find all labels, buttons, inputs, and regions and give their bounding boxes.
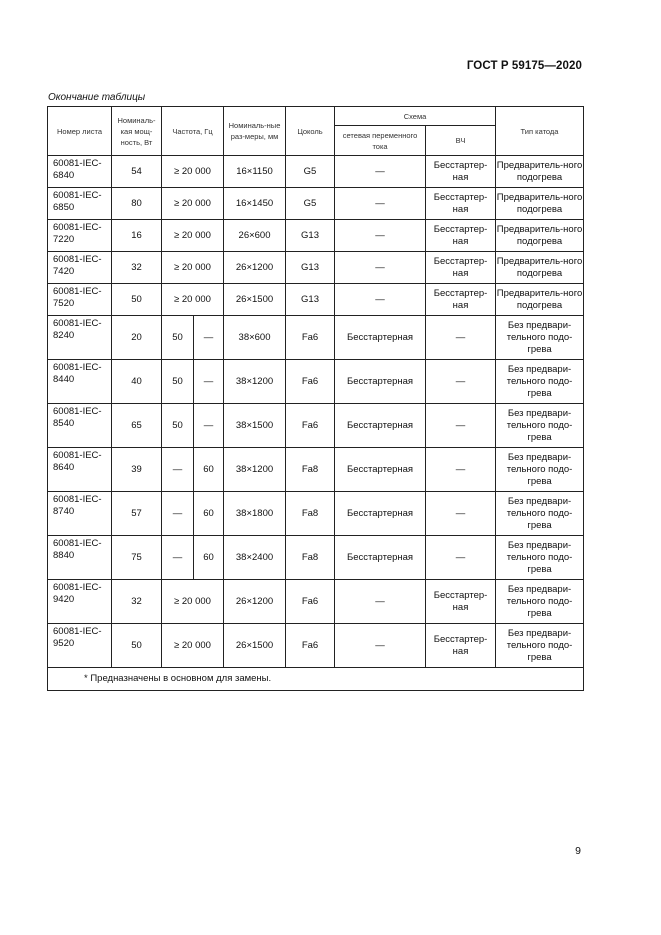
cell-sheet: 60081-IEC-9420 <box>48 580 112 624</box>
cell-cathode: Предваритель-ного подогрева <box>496 220 584 252</box>
cell-sheet: 60081-IEC-9520 <box>48 624 112 668</box>
header-scheme-hf: ВЧ <box>426 126 496 156</box>
cell-power: 32 <box>112 252 162 284</box>
cell-scheme-ac: — <box>335 156 426 188</box>
page-number: 9 <box>575 845 581 857</box>
cell-frequency: ≥ 20 000 <box>162 284 224 316</box>
header-power: Номиналь-кая мощ-ность, Вт <box>112 107 162 156</box>
cell-frequency-50: 50 <box>162 360 194 404</box>
cell-dimensions: 26×600 <box>224 220 286 252</box>
cell-scheme-ac: Бесстартерная <box>335 448 426 492</box>
cell-frequency: ≥ 20 000 <box>162 220 224 252</box>
cell-power: 54 <box>112 156 162 188</box>
cell-cathode: Без предвари-тельного подо-грева <box>496 536 584 580</box>
table-row <box>48 220 584 252</box>
cell-frequency: ≥ 20 000 <box>162 156 224 188</box>
table-row <box>48 360 584 404</box>
cell-dimensions: 38×1200 <box>224 448 286 492</box>
cell-dimensions: 26×1500 <box>224 284 286 316</box>
cell-frequency-60: — <box>194 316 224 360</box>
header-dimensions: Номиналь-ные раз-меры, мм <box>224 107 286 156</box>
cell-power: 75 <box>112 536 162 580</box>
cell-power: 32 <box>112 580 162 624</box>
footnote-row <box>48 668 584 691</box>
cell-base: G13 <box>286 284 335 316</box>
table-row <box>48 492 584 536</box>
cell-dimensions: 38×1500 <box>224 404 286 448</box>
cell-cathode: Предваритель-ного подогрева <box>496 156 584 188</box>
cell-sheet: 60081-IEC-8640 <box>48 448 112 492</box>
cell-scheme-ac: — <box>335 624 426 668</box>
cell-frequency-60: 60 <box>194 536 224 580</box>
cell-scheme-hf: Бесстартер-ная <box>426 624 496 668</box>
cell-base: Fa6 <box>286 316 335 360</box>
cell-scheme-ac: — <box>335 580 426 624</box>
cell-cathode: Предваритель-ного подогрева <box>496 252 584 284</box>
cell-sheet: 60081-IEC-6840 <box>48 156 112 188</box>
cell-cathode: Без предвари-тельного подо-грева <box>496 492 584 536</box>
table-row <box>48 448 584 492</box>
cell-sheet: 60081-IEC-8740 <box>48 492 112 536</box>
lamp-table <box>47 106 584 691</box>
cell-scheme-ac: — <box>335 220 426 252</box>
cell-scheme-ac: Бесстартерная <box>335 536 426 580</box>
cell-base: Fa8 <box>286 448 335 492</box>
cell-base: G5 <box>286 156 335 188</box>
cell-scheme-hf: Бесстартер-ная <box>426 252 496 284</box>
cell-scheme-ac: — <box>335 284 426 316</box>
cell-base: Fa8 <box>286 492 335 536</box>
cell-scheme-hf: Бесстартер-ная <box>426 188 496 220</box>
cell-cathode: Предваритель-ного подогрева <box>496 188 584 220</box>
cell-power: 65 <box>112 404 162 448</box>
cell-sheet: 60081-IEC-7520 <box>48 284 112 316</box>
cell-power: 20 <box>112 316 162 360</box>
cell-cathode: Без предвари-тельного подо-грева <box>496 316 584 360</box>
cell-dimensions: 38×1200 <box>224 360 286 404</box>
table-footnote: * Предназначены в основном для замены. <box>48 668 584 691</box>
cell-base: Fa6 <box>286 360 335 404</box>
cell-sheet: 60081-IEC-6850 <box>48 188 112 220</box>
cell-cathode: Без предвари-тельного подо-грева <box>496 448 584 492</box>
cell-scheme-hf: Бесстартер-ная <box>426 284 496 316</box>
cell-scheme-hf: Бесстартер-ная <box>426 220 496 252</box>
header-frequency: Частота, Гц <box>162 107 224 156</box>
cell-power: 16 <box>112 220 162 252</box>
table-row <box>48 536 584 580</box>
cell-dimensions: 26×1500 <box>224 624 286 668</box>
table-row <box>48 284 584 316</box>
cell-cathode: Без предвари-тельного подо-грева <box>496 624 584 668</box>
cell-scheme-hf: Бесстартер-ная <box>426 156 496 188</box>
cell-frequency-50: 50 <box>162 316 194 360</box>
cell-base: Fa6 <box>286 580 335 624</box>
cell-sheet: 60081-IEC-8840 <box>48 536 112 580</box>
cell-scheme-hf: — <box>426 360 496 404</box>
table-row <box>48 316 584 360</box>
cell-frequency: ≥ 20 000 <box>162 252 224 284</box>
cell-scheme-hf: — <box>426 404 496 448</box>
cell-power: 50 <box>112 284 162 316</box>
cell-power: 50 <box>112 624 162 668</box>
standard-number: ГОСТ Р 59175—2020 <box>466 60 582 72</box>
cell-frequency: ≥ 20 000 <box>162 624 224 668</box>
cell-cathode: Без предвари-тельного подо-грева <box>496 404 584 448</box>
cell-dimensions: 38×1800 <box>224 492 286 536</box>
table-row <box>48 624 584 668</box>
cell-power: 57 <box>112 492 162 536</box>
cell-cathode: Предваритель-ного подогрева <box>496 284 584 316</box>
table-row <box>48 252 584 284</box>
cell-base: G5 <box>286 188 335 220</box>
cell-scheme-hf: — <box>426 448 496 492</box>
cell-frequency-50: — <box>162 492 194 536</box>
cell-scheme-hf: Бесстартер-ная <box>426 580 496 624</box>
cell-dimensions: 38×2400 <box>224 536 286 580</box>
header-scheme: Схема <box>335 107 496 126</box>
cell-sheet: 60081-IEC-8540 <box>48 404 112 448</box>
cell-frequency: ≥ 20 000 <box>162 580 224 624</box>
cell-frequency-60: — <box>194 360 224 404</box>
cell-sheet: 60081-IEC-7420 <box>48 252 112 284</box>
cell-scheme-ac: Бесстартерная <box>335 492 426 536</box>
cell-base: Fa8 <box>286 536 335 580</box>
cell-power: 40 <box>112 360 162 404</box>
cell-frequency-50: — <box>162 536 194 580</box>
cell-dimensions: 26×1200 <box>224 580 286 624</box>
header-base: Цоколь <box>286 107 335 156</box>
cell-frequency: ≥ 20 000 <box>162 188 224 220</box>
cell-scheme-hf: — <box>426 316 496 360</box>
table-row <box>48 156 584 188</box>
cell-frequency-60: — <box>194 404 224 448</box>
cell-cathode: Без предвари-тельного подо-грева <box>496 360 584 404</box>
cell-scheme-hf: — <box>426 492 496 536</box>
cell-scheme-hf: — <box>426 536 496 580</box>
cell-scheme-ac: Бесстартерная <box>335 360 426 404</box>
cell-dimensions: 26×1200 <box>224 252 286 284</box>
cell-frequency-60: 60 <box>194 448 224 492</box>
cell-power: 80 <box>112 188 162 220</box>
cell-scheme-ac: — <box>335 188 426 220</box>
cell-base: G13 <box>286 220 335 252</box>
cell-frequency-50: — <box>162 448 194 492</box>
table-header-row <box>48 107 584 126</box>
cell-sheet: 60081-IEC-8240 <box>48 316 112 360</box>
cell-sheet: 60081-IEC-8440 <box>48 360 112 404</box>
cell-dimensions: 16×1150 <box>224 156 286 188</box>
cell-sheet: 60081-IEC-7220 <box>48 220 112 252</box>
cell-base: Fa6 <box>286 404 335 448</box>
cell-dimensions: 16×1450 <box>224 188 286 220</box>
table-row <box>48 580 584 624</box>
cell-cathode: Без предвари-тельного подо-грева <box>496 580 584 624</box>
header-sheet: Номер листа <box>48 107 112 156</box>
cell-dimensions: 38×600 <box>224 316 286 360</box>
cell-base: G13 <box>286 252 335 284</box>
table-caption: Окончание таблицы <box>48 92 146 103</box>
header-scheme-ac: сетевая переменного тока <box>335 126 426 156</box>
cell-frequency-60: 60 <box>194 492 224 536</box>
header-cathode: Тип катода <box>496 107 584 156</box>
cell-frequency-50: 50 <box>162 404 194 448</box>
cell-power: 39 <box>112 448 162 492</box>
cell-scheme-ac: Бесстартерная <box>335 316 426 360</box>
table-row <box>48 188 584 220</box>
table-row <box>48 404 584 448</box>
cell-scheme-ac: Бесстартерная <box>335 404 426 448</box>
cell-scheme-ac: — <box>335 252 426 284</box>
cell-base: Fa6 <box>286 624 335 668</box>
